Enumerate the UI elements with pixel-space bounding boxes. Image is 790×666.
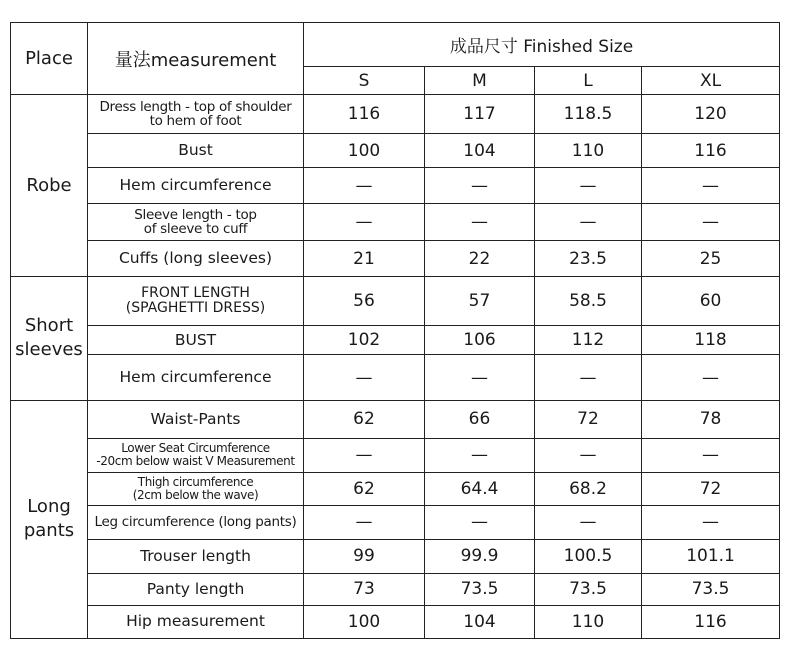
size-s-header: S bbox=[304, 67, 425, 95]
measurement-label: Hip measurement bbox=[88, 605, 304, 638]
table-row bbox=[11, 355, 780, 400]
measurement-label-line: (2cm below the wave) bbox=[132, 487, 259, 502]
measurement-label-line: Dress length - top of shoulder bbox=[99, 99, 292, 116]
measurement-label-line: FRONT LENGTH bbox=[141, 285, 250, 302]
value-cell: — bbox=[642, 505, 780, 539]
value-cell: 117 bbox=[425, 95, 535, 134]
value-cell: 72 bbox=[535, 400, 642, 438]
value-cell: 66 bbox=[425, 400, 535, 438]
value-cell: 120 bbox=[642, 95, 780, 134]
measurement-label-line: (SPAGHETTI DRESS) bbox=[125, 300, 266, 317]
value-cell: 58.5 bbox=[535, 277, 642, 326]
value-cell: — bbox=[642, 204, 780, 241]
value-cell: 57 bbox=[425, 277, 535, 326]
value-cell: — bbox=[425, 204, 535, 241]
measurement-label bbox=[88, 204, 304, 241]
measurement-label: Hem circumference bbox=[88, 355, 304, 400]
value-cell: 106 bbox=[425, 326, 535, 355]
value-cell: 116 bbox=[642, 134, 780, 168]
group-label-line: pants bbox=[23, 520, 75, 542]
value-cell: — bbox=[535, 505, 642, 539]
measurement-label-line: Sleeve length - top bbox=[134, 207, 257, 224]
value-cell: 73 bbox=[304, 573, 425, 605]
value-cell: 99 bbox=[304, 539, 425, 573]
value-cell: 73.5 bbox=[642, 573, 780, 605]
table-row bbox=[11, 438, 780, 472]
value-cell: 100 bbox=[304, 134, 425, 168]
measurement-label: Hem circumference bbox=[88, 168, 304, 204]
value-cell: 73.5 bbox=[425, 573, 535, 605]
measurement-label-line: to hem of foot bbox=[149, 113, 242, 130]
value-cell: — bbox=[642, 438, 780, 472]
table-row bbox=[11, 539, 780, 573]
measurement-label-line: Thigh circumference bbox=[137, 474, 254, 489]
value-cell: 78 bbox=[642, 400, 780, 438]
table-row bbox=[11, 241, 780, 277]
table-row bbox=[11, 400, 780, 438]
value-cell: 104 bbox=[425, 605, 535, 638]
group-label-line: sleeves bbox=[15, 339, 83, 361]
group-label-robe: Robe bbox=[11, 95, 88, 277]
value-cell: — bbox=[535, 355, 642, 400]
measurement-label-line: -20cm below waist V Measurement bbox=[96, 454, 295, 469]
value-cell: 64.4 bbox=[425, 472, 535, 505]
table-row bbox=[11, 605, 780, 638]
size-chart-table bbox=[10, 22, 780, 639]
group-label-line: Short bbox=[24, 315, 74, 337]
value-cell: — bbox=[425, 355, 535, 400]
value-cell: 116 bbox=[642, 605, 780, 638]
value-cell: 118.5 bbox=[535, 95, 642, 134]
value-cell: — bbox=[425, 438, 535, 472]
table-row bbox=[11, 326, 780, 355]
value-cell: — bbox=[642, 355, 780, 400]
value-cell: 56 bbox=[304, 277, 425, 326]
value-cell: 22 bbox=[425, 241, 535, 277]
value-cell: 110 bbox=[535, 605, 642, 638]
measurement-label-line: of sleeve to cuff bbox=[143, 221, 248, 238]
table-row bbox=[11, 168, 780, 204]
size-xl-header: XL bbox=[642, 67, 780, 95]
table-row bbox=[11, 134, 780, 168]
value-cell: — bbox=[304, 505, 425, 539]
value-cell: — bbox=[425, 505, 535, 539]
value-cell: 23.5 bbox=[535, 241, 642, 277]
value-cell: 73.5 bbox=[535, 573, 642, 605]
value-cell: 62 bbox=[304, 472, 425, 505]
measurement-label bbox=[88, 438, 304, 472]
value-cell: — bbox=[304, 355, 425, 400]
group-label-line: Long bbox=[27, 496, 71, 518]
group-label-short-sleeves bbox=[11, 277, 88, 400]
value-cell: — bbox=[535, 168, 642, 204]
table-row bbox=[11, 505, 780, 539]
size-l-header: L bbox=[535, 67, 642, 95]
value-cell: 104 bbox=[425, 134, 535, 168]
value-cell: — bbox=[304, 204, 425, 241]
measurement-label: Bust bbox=[88, 134, 304, 168]
group-label-long-pants bbox=[11, 400, 88, 638]
value-cell: 25 bbox=[642, 241, 780, 277]
value-cell: 102 bbox=[304, 326, 425, 355]
table-row bbox=[11, 472, 780, 505]
header-place: Place bbox=[11, 23, 88, 95]
measurement-label: Cuffs (long sleeves) bbox=[88, 241, 304, 277]
value-cell: 110 bbox=[535, 134, 642, 168]
measurement-label bbox=[88, 472, 304, 505]
value-cell: 99.9 bbox=[425, 539, 535, 573]
value-cell: 72 bbox=[642, 472, 780, 505]
value-cell: 21 bbox=[304, 241, 425, 277]
value-cell: 116 bbox=[304, 95, 425, 134]
value-cell: 68.2 bbox=[535, 472, 642, 505]
value-cell: — bbox=[304, 438, 425, 472]
measurement-label bbox=[88, 277, 304, 326]
value-cell: 62 bbox=[304, 400, 425, 438]
value-cell: 101.1 bbox=[642, 539, 780, 573]
value-cell: 112 bbox=[535, 326, 642, 355]
measurement-label: BUST bbox=[88, 326, 304, 355]
value-cell: 60 bbox=[642, 277, 780, 326]
value-cell: 100.5 bbox=[535, 539, 642, 573]
measurement-label: Leg circumference (long pants) bbox=[88, 505, 304, 539]
value-cell: — bbox=[535, 438, 642, 472]
measurement-label: Panty length bbox=[88, 573, 304, 605]
value-cell: — bbox=[642, 168, 780, 204]
header-measurement: 量法measurement bbox=[88, 23, 304, 95]
measurement-label-line: Lower Seat Circumference bbox=[121, 441, 270, 456]
measurement-label bbox=[88, 95, 304, 134]
measurement-label: Waist-Pants bbox=[88, 400, 304, 438]
header-finished-size: 成品尺寸 Finished Size bbox=[304, 23, 780, 67]
table-row bbox=[11, 204, 780, 241]
table-row bbox=[11, 573, 780, 605]
table-row bbox=[11, 277, 780, 326]
measurement-label: Trouser length bbox=[88, 539, 304, 573]
value-cell: 118 bbox=[642, 326, 780, 355]
table-row bbox=[11, 95, 780, 134]
value-cell: — bbox=[535, 204, 642, 241]
value-cell: 100 bbox=[304, 605, 425, 638]
value-cell: — bbox=[425, 168, 535, 204]
size-m-header: M bbox=[425, 67, 535, 95]
value-cell: — bbox=[304, 168, 425, 204]
